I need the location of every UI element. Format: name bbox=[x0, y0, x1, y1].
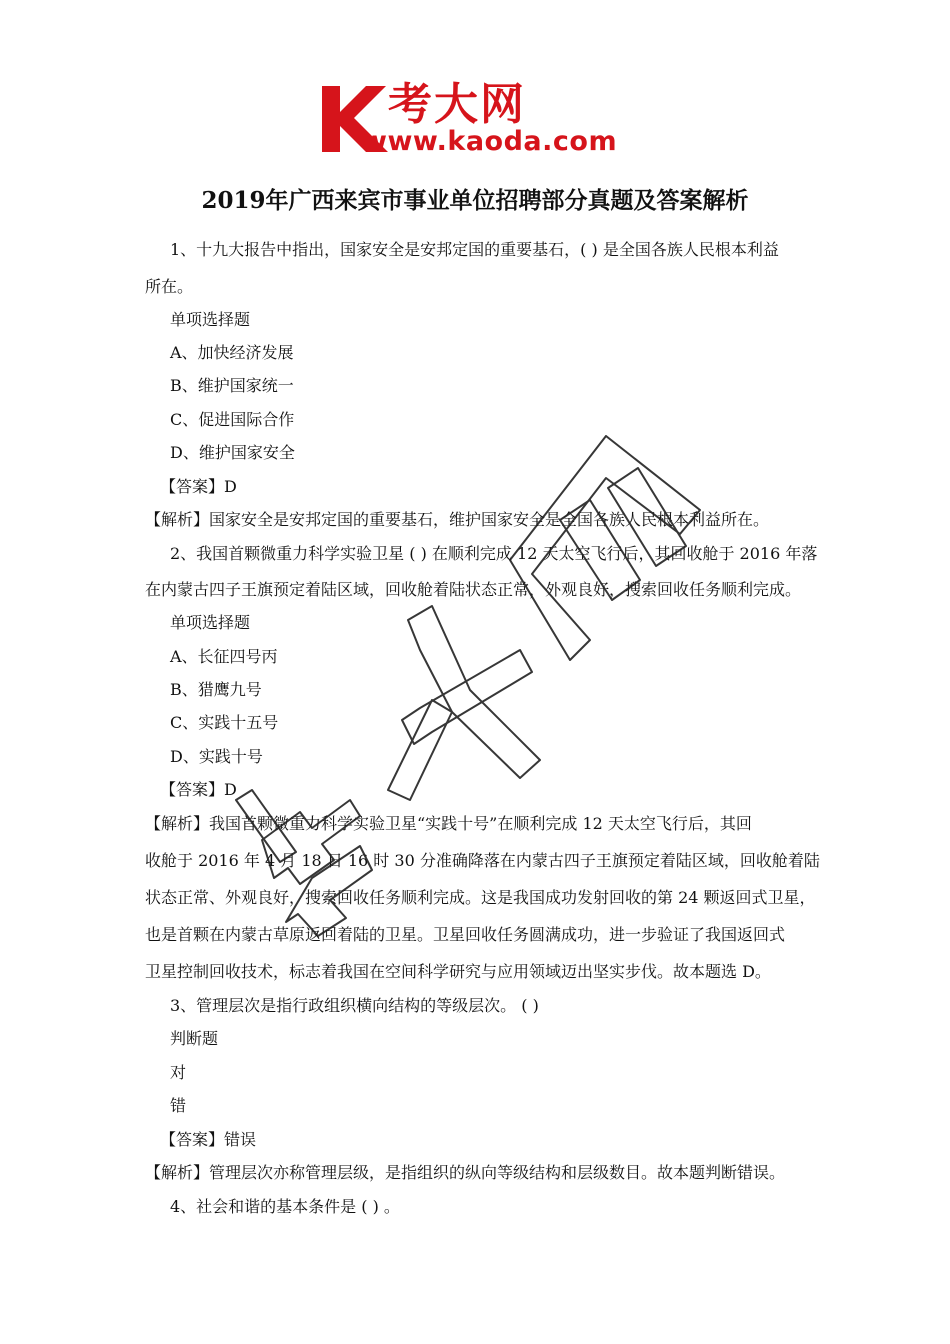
question-1-text: 1、十九大报告中指出，国家安全是安邦定国的重要基石，( ) 是全国各族人民根本利益 bbox=[170, 240, 779, 259]
question-2-explanation: 【解析】我国首颗微重力科学实验卫星“实践十号”在顺利完成 12 天太空飞行后，其回 bbox=[145, 814, 752, 833]
question-1-explanation: 【解析】国家安全是安邦定国的重要基石，维护国家安全是全国各族人民根本利益所在。 bbox=[145, 510, 770, 529]
question-1-option-c: C、促进国际合作 bbox=[170, 410, 295, 429]
question-2-explanation-line-4: 也是首颗在内蒙古草原返回着陆的卫星。卫星回收任务圆满成功，进一步验证了我国返回式 bbox=[145, 925, 786, 944]
logo-url-text: www.kaoda.com bbox=[362, 126, 618, 157]
question-2-text-cont: 在内蒙古四子王旗预定着陆区域，回收舱着陆状态正常，外观良好，搜索回收任务顺利完成。 bbox=[145, 580, 802, 599]
logo-brand-text: 考大网 bbox=[388, 79, 526, 130]
kaoda-logo bbox=[318, 80, 638, 160]
question-2-explanation-line-5: 卫星控制回收技术，标志着我国在空间科学研究与应用领域迈出坚实步伐。故本题选 D。 bbox=[145, 962, 771, 981]
question-3-type: 判断题 bbox=[170, 1029, 219, 1048]
question-1-option-a: A、加快经济发展 bbox=[170, 343, 294, 362]
question-2-option-d: D、实践十号 bbox=[170, 747, 263, 766]
question-2-type: 单项选择题 bbox=[170, 613, 251, 632]
question-1-answer: 【答案】D bbox=[160, 477, 237, 496]
question-1-type: 单项选择题 bbox=[170, 310, 251, 329]
question-3-answer: 【答案】错误 bbox=[160, 1130, 257, 1149]
question-1-option-d: D、维护国家安全 bbox=[170, 443, 295, 462]
question-2-option-b: B、猎鹰九号 bbox=[170, 680, 262, 699]
question-3-explanation: 【解析】管理层次亦称管理层级，是指组织的纵向等级结构和层级数目。故本题判断错误。 bbox=[145, 1163, 786, 1182]
question-3-option-false: 错 bbox=[170, 1096, 187, 1115]
question-2-option-a: A、长征四号丙 bbox=[170, 647, 278, 666]
page-title: 2019年广西来宾市事业单位招聘部分真题及答案解析 bbox=[201, 187, 749, 214]
question-3-option-true: 对 bbox=[170, 1063, 187, 1082]
question-4-text: 4、社会和谐的基本条件是 ( ) 。 bbox=[170, 1197, 400, 1216]
question-1-option-b: B、维护国家统一 bbox=[170, 376, 294, 395]
question-2-answer: 【答案】D bbox=[160, 780, 237, 799]
question-2-explanation-line-2: 收舱于 2016 年 4 月 18 日 16 时 30 分准确降落在内蒙古四子王旗预定着陆区域，回收舱着陆 bbox=[145, 851, 820, 870]
question-2-explanation-line-3: 状态正常、外观良好，搜索回收任务顺利完成。这是我国成功发射回收的第 24 颗返回式卫星， bbox=[145, 888, 816, 907]
question-1-text-cont: 所在。 bbox=[145, 277, 194, 296]
question-2-option-c: C、实践十五号 bbox=[170, 713, 279, 732]
question-2-text: 2、我国首颗微重力科学实验卫星 ( ) 在顺利完成 12 天太空飞行后，其回收舱于 2016 年落 bbox=[170, 544, 818, 563]
question-3-text: 3、管理层次是指行政组织横向结构的等级层次。 ( ) bbox=[170, 996, 539, 1015]
